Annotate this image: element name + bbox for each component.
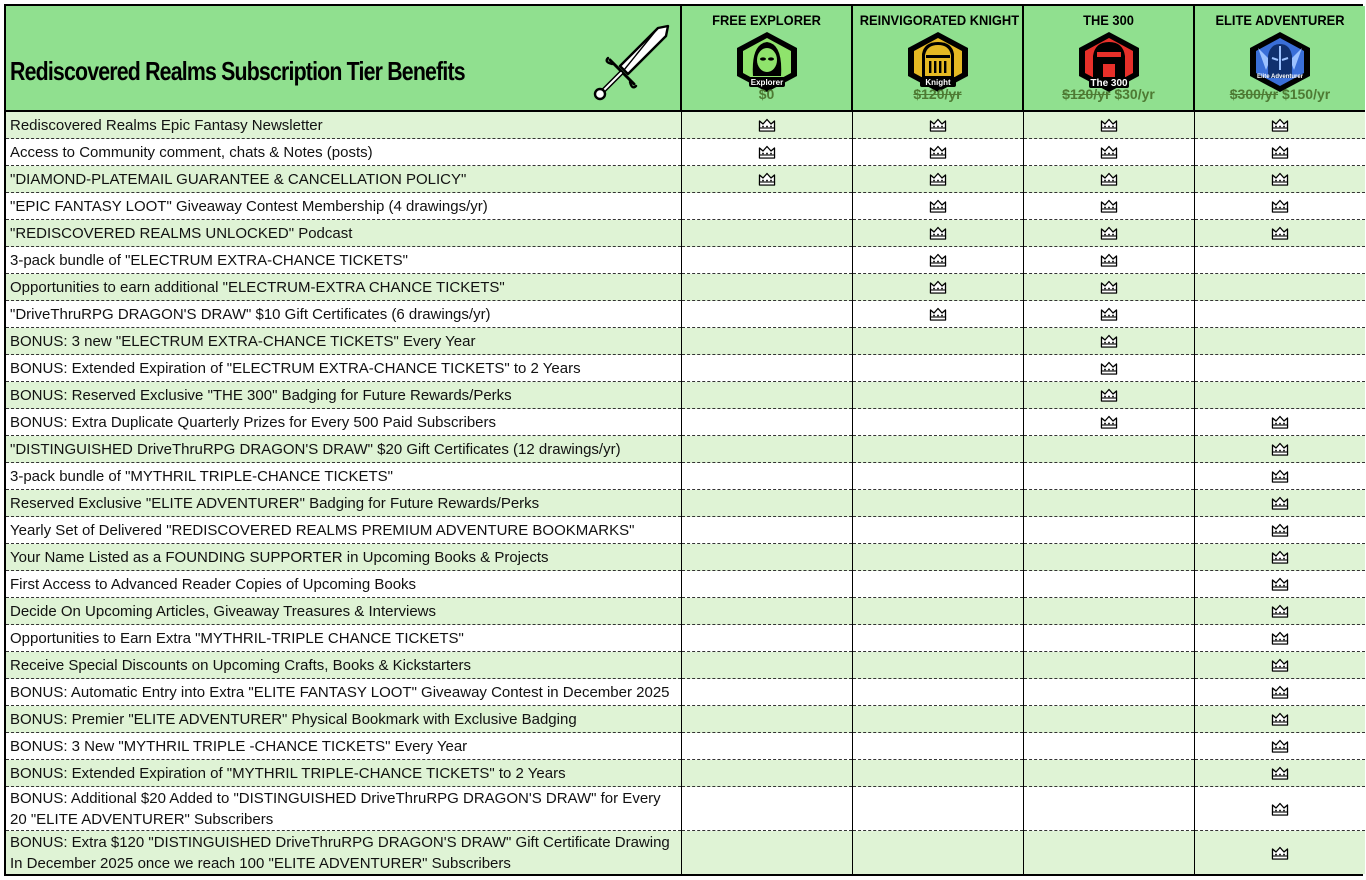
tier-price: $120/yr <box>913 86 962 102</box>
tier-header-reinvigorated-knight <box>852 6 1023 111</box>
benefit-row <box>6 463 1365 490</box>
crown-check-icon <box>1271 802 1289 817</box>
benefit-label: BONUS: Premier "ELITE ADVENTURER" Physical Bookmark with Exclusive Badging <box>6 706 681 733</box>
tier-mark-cell <box>1194 571 1365 598</box>
tier-mark-cell <box>1194 301 1365 328</box>
benefit-row <box>6 328 1365 355</box>
tier-mark-cell <box>1194 544 1365 571</box>
tier-mark-cell <box>1023 598 1194 625</box>
tier-mark-cell <box>1194 706 1365 733</box>
crown-check-icon <box>1271 685 1289 700</box>
tier-mark-cell <box>681 733 852 760</box>
crown-check-icon <box>1100 415 1118 430</box>
tier-mark-cell <box>1023 220 1194 247</box>
tier-mark-cell <box>681 166 852 193</box>
benefit-label: "REDISCOVERED REALMS UNLOCKED" Podcast <box>6 220 681 247</box>
sword-icon <box>588 20 674 106</box>
crown-check-icon <box>1100 280 1118 295</box>
tier-mark-cell <box>1023 139 1194 166</box>
tier-mark-cell <box>1023 652 1194 679</box>
crown-check-icon <box>929 172 947 187</box>
badge-label: Knight <box>924 78 951 87</box>
tier-mark-cell <box>681 111 852 139</box>
title-cell <box>6 6 681 111</box>
tier-mark-cell <box>681 706 852 733</box>
tier-name: ELITE ADVENTURER <box>1215 12 1345 28</box>
tier-mark-cell <box>1194 831 1365 875</box>
tier-price: $300/yr $150/yr <box>1229 86 1331 102</box>
tier-mark-cell <box>852 706 1023 733</box>
benefits-table <box>6 6 1365 874</box>
benefit-row <box>6 355 1365 382</box>
tier-mark-cell <box>852 760 1023 787</box>
tier-mark-cell <box>1023 111 1194 139</box>
tier-mark-cell <box>852 544 1023 571</box>
page-title: Rediscovered Realms Subscription Tier Benefits <box>10 56 465 86</box>
benefit-row <box>6 166 1365 193</box>
crown-check-icon <box>1100 334 1118 349</box>
tier-mark-cell <box>852 111 1023 139</box>
tier-mark-cell <box>1194 679 1365 706</box>
tier-mark-cell <box>1023 733 1194 760</box>
benefit-row <box>6 247 1365 274</box>
benefit-label: Reserved Exclusive "ELITE ADVENTURER" Badging for Future Rewards/Perks <box>6 490 681 517</box>
tier-mark-cell <box>1023 193 1194 220</box>
benefit-row <box>6 598 1365 625</box>
tier-header-free-explorer <box>681 6 852 111</box>
crown-check-icon <box>929 145 947 160</box>
tier-mark-cell <box>1023 544 1194 571</box>
benefit-row <box>6 706 1365 733</box>
crown-check-icon <box>929 118 947 133</box>
crown-check-icon <box>1100 253 1118 268</box>
crown-check-icon <box>1100 388 1118 403</box>
crown-check-icon <box>1271 226 1289 241</box>
tier-mark-cell <box>852 247 1023 274</box>
crown-check-icon <box>929 280 947 295</box>
tier-mark-cell <box>852 274 1023 301</box>
tier-mark-cell <box>1194 247 1365 274</box>
crown-check-icon <box>1271 577 1289 592</box>
benefit-label: BONUS: Automatic Entry into Extra "ELITE FANTASY LOOT" Giveaway Contest in December 2025 <box>6 679 681 706</box>
crown-check-icon <box>1271 199 1289 214</box>
benefit-label: Yearly Set of Delivered "REDISCOVERED REALMS PREMIUM ADVENTURE BOOKMARKS" <box>6 517 681 544</box>
benefit-row <box>6 760 1365 787</box>
tier-mark-cell <box>681 571 852 598</box>
benefit-label: "DIAMOND-PLATEMAIL GUARANTEE & CANCELLATION POLICY" <box>6 166 681 193</box>
benefit-label: Rediscovered Realms Epic Fantasy Newsletter <box>6 111 681 139</box>
tier-mark-cell <box>1194 787 1365 831</box>
tier-mark-cell <box>852 831 1023 875</box>
tier-mark-cell <box>1023 382 1194 409</box>
benefit-row <box>6 274 1365 301</box>
benefit-row <box>6 787 1365 831</box>
tier-mark-cell <box>681 382 852 409</box>
tier-mark-cell <box>681 409 852 436</box>
benefit-row <box>6 733 1365 760</box>
tier-mark-cell <box>852 598 1023 625</box>
tier-mark-cell <box>1023 463 1194 490</box>
tier-mark-cell <box>1194 355 1365 382</box>
tier-mark-cell <box>1023 328 1194 355</box>
tier-mark-cell <box>681 193 852 220</box>
benefits-sheet <box>4 4 1363 876</box>
crown-check-icon <box>929 199 947 214</box>
benefit-row <box>6 111 1365 139</box>
tier-mark-cell <box>852 328 1023 355</box>
benefit-label: BONUS: Extended Expiration of "MYTHRIL TRIPLE-CHANCE TICKETS" to 2 Years <box>6 760 681 787</box>
crown-check-icon <box>758 145 776 160</box>
tier-mark-cell <box>852 139 1023 166</box>
tier-mark-cell <box>1023 679 1194 706</box>
tier-mark-cell <box>1194 328 1365 355</box>
benefit-row <box>6 193 1365 220</box>
tier-mark-cell <box>852 625 1023 652</box>
crown-check-icon <box>1100 361 1118 376</box>
benefit-row <box>6 301 1365 328</box>
benefit-row <box>6 571 1365 598</box>
tier-mark-cell <box>1023 247 1194 274</box>
crown-check-icon <box>1100 226 1118 241</box>
tier-mark-cell <box>681 652 852 679</box>
knight-helmet-icon <box>902 30 974 94</box>
benefit-label: BONUS: 3 New "MYTHRIL TRIPLE -CHANCE TICKETS" Every Year <box>6 733 681 760</box>
tier-mark-cell <box>852 490 1023 517</box>
benefit-row <box>6 409 1365 436</box>
tier-mark-cell <box>681 787 852 831</box>
hooded-explorer-icon <box>731 30 803 94</box>
tier-mark-cell <box>681 598 852 625</box>
benefit-label: BONUS: 3 new "ELECTRUM EXTRA-CHANCE TICKETS" Every Year <box>6 328 681 355</box>
crown-check-icon <box>1271 604 1289 619</box>
tier-mark-cell <box>681 247 852 274</box>
tier-mark-cell <box>1023 490 1194 517</box>
benefit-label: Decide On Upcoming Articles, Giveaway Treasures & Interviews <box>6 598 681 625</box>
tier-mark-cell <box>852 679 1023 706</box>
tier-mark-cell <box>1023 274 1194 301</box>
badge-label: Explorer <box>750 78 783 87</box>
tier-mark-cell <box>1023 517 1194 544</box>
crown-check-icon <box>1271 550 1289 565</box>
crown-check-icon <box>1271 846 1289 861</box>
crown-check-icon <box>1100 145 1118 160</box>
tier-mark-cell <box>1194 760 1365 787</box>
crown-check-icon <box>758 118 776 133</box>
tier-mark-cell <box>1194 652 1365 679</box>
tier-mark-cell <box>852 193 1023 220</box>
tier-mark-cell <box>852 787 1023 831</box>
tier-name: REINVIGORATED KNIGHT <box>859 12 1020 28</box>
tier-mark-cell <box>1194 382 1365 409</box>
tier-mark-cell <box>1194 517 1365 544</box>
benefit-row <box>6 517 1365 544</box>
tier-mark-cell <box>852 571 1023 598</box>
tier-mark-cell <box>852 166 1023 193</box>
tier-mark-cell <box>1023 301 1194 328</box>
badge-label: The 300 <box>1089 78 1128 89</box>
tier-mark-cell <box>681 436 852 463</box>
benefit-label: "DriveThruRPG DRAGON'S DRAW" $10 Gift Certificates (6 drawings/yr) <box>6 301 681 328</box>
tier-mark-cell <box>1194 490 1365 517</box>
tier-mark-cell <box>681 760 852 787</box>
tier-mark-cell <box>681 139 852 166</box>
tier-mark-cell <box>1023 706 1194 733</box>
tier-mark-cell <box>681 355 852 382</box>
tier-mark-cell <box>1023 625 1194 652</box>
tier-mark-cell <box>852 517 1023 544</box>
tier-mark-cell <box>681 328 852 355</box>
tier-mark-cell <box>1023 571 1194 598</box>
tier-mark-cell <box>1194 436 1365 463</box>
crown-check-icon <box>1271 523 1289 538</box>
crown-check-icon <box>1100 172 1118 187</box>
tier-mark-cell <box>1023 831 1194 875</box>
crown-check-icon <box>929 307 947 322</box>
badge-label: Elite Adventurer <box>1256 74 1304 80</box>
tier-mark-cell <box>681 274 852 301</box>
tier-mark-cell <box>1023 760 1194 787</box>
benefit-row <box>6 382 1365 409</box>
crown-check-icon <box>1271 469 1289 484</box>
benefit-label: BONUS: Reserved Exclusive "THE 300" Badging for Future Rewards/Perks <box>6 382 681 409</box>
benefit-label: First Access to Advanced Reader Copies of Upcoming Books <box>6 571 681 598</box>
benefit-row <box>6 544 1365 571</box>
benefit-label: 3-pack bundle of "MYTHRIL TRIPLE-CHANCE TICKETS" <box>6 463 681 490</box>
crown-check-icon <box>1271 118 1289 133</box>
crown-check-icon <box>1271 145 1289 160</box>
tier-mark-cell <box>1194 111 1365 139</box>
tier-mark-cell <box>681 517 852 544</box>
tier-mark-cell <box>852 409 1023 436</box>
tier-mark-cell <box>1194 598 1365 625</box>
crown-check-icon <box>1271 658 1289 673</box>
crown-check-icon <box>1271 172 1289 187</box>
benefit-row <box>6 679 1365 706</box>
tier-mark-cell <box>1023 787 1194 831</box>
crown-check-icon <box>1100 118 1118 133</box>
benefit-rows <box>6 111 1365 874</box>
tier-header-elite-adventurer <box>1194 6 1365 111</box>
tier-mark-cell <box>681 301 852 328</box>
tier-mark-cell <box>1194 220 1365 247</box>
benefit-label: Opportunities to earn additional "ELECTRUM-EXTRA CHANCE TICKETS" <box>6 274 681 301</box>
tier-mark-cell <box>1194 193 1365 220</box>
benefit-label: "DISTINGUISHED DriveThruRPG DRAGON'S DRAW" $20 Gift Certificates (12 drawings/yr) <box>6 436 681 463</box>
benefit-label: Your Name Listed as a FOUNDING SUPPORTER in Upcoming Books & Projects <box>6 544 681 571</box>
tier-mark-cell <box>1023 355 1194 382</box>
tier-mark-cell <box>852 463 1023 490</box>
tier-mark-cell <box>681 490 852 517</box>
tier-mark-cell <box>681 625 852 652</box>
benefit-row <box>6 490 1365 517</box>
tier-mark-cell <box>681 463 852 490</box>
tier-mark-cell <box>852 382 1023 409</box>
tier-mark-cell <box>1194 166 1365 193</box>
tier-mark-cell <box>681 220 852 247</box>
tier-mark-cell <box>1194 139 1365 166</box>
tier-price: $120/yr $30/yr <box>1062 86 1155 102</box>
tier-name: THE 300 <box>1083 12 1134 28</box>
benefit-label: BONUS: Extra Duplicate Quarterly Prizes for Every 500 Paid Subscribers <box>6 409 681 436</box>
crown-check-icon <box>1271 739 1289 754</box>
tier-mark-cell <box>852 652 1023 679</box>
tier-mark-cell <box>681 679 852 706</box>
benefit-row <box>6 625 1365 652</box>
benefit-row <box>6 831 1365 875</box>
tier-name: FREE EXPLORER <box>712 12 821 28</box>
tier-mark-cell <box>681 544 852 571</box>
benefit-label: Receive Special Discounts on Upcoming Crafts, Books & Kickstarters <box>6 652 681 679</box>
tier-mark-cell <box>852 733 1023 760</box>
crown-check-icon <box>1271 496 1289 511</box>
crown-check-icon <box>929 253 947 268</box>
benefit-row <box>6 139 1365 166</box>
tier-mark-cell <box>1194 409 1365 436</box>
benefit-label: BONUS: Extra $120 "DISTINGUISHED DriveThruRPG DRAGON'S DRAW" Gift Certificate Drawing In December 2025 once we reach 100 "ELITE ADVENTURER" Subscribers <box>6 831 681 875</box>
tier-mark-cell <box>681 831 852 875</box>
crown-check-icon <box>758 172 776 187</box>
benefit-row <box>6 652 1365 679</box>
crown-check-icon <box>1100 199 1118 214</box>
tier-mark-cell <box>1194 463 1365 490</box>
spartan-helmet-icon <box>1073 30 1145 94</box>
benefit-label: BONUS: Extended Expiration of "ELECTRUM EXTRA-CHANCE TICKETS" to 2 Years <box>6 355 681 382</box>
tier-mark-cell <box>1194 733 1365 760</box>
tier-price: $0 <box>758 86 775 102</box>
benefit-label: Access to Community comment, chats & Notes (posts) <box>6 139 681 166</box>
benefit-label: BONUS: Additional $20 Added to "DISTINGUISHED DriveThruRPG DRAGON'S DRAW" for Every 20 "ELITE ADVENTURER" Subscribers <box>6 787 681 831</box>
tier-mark-cell <box>1194 625 1365 652</box>
header-row <box>6 6 1365 111</box>
crown-check-icon <box>1271 415 1289 430</box>
tier-mark-cell <box>852 355 1023 382</box>
benefit-row <box>6 436 1365 463</box>
benefit-label: 3-pack bundle of "ELECTRUM EXTRA-CHANCE TICKETS" <box>6 247 681 274</box>
benefit-label: "EPIC FANTASY LOOT" Giveaway Contest Membership (4 drawings/yr) <box>6 193 681 220</box>
crown-check-icon <box>1271 712 1289 727</box>
winged-helmet-icon <box>1244 30 1316 94</box>
tier-mark-cell <box>852 220 1023 247</box>
crown-check-icon <box>929 226 947 241</box>
crown-check-icon <box>1100 307 1118 322</box>
crown-check-icon <box>1271 631 1289 646</box>
tier-mark-cell <box>1023 409 1194 436</box>
benefit-label: Opportunities to Earn Extra "MYTHRIL-TRIPLE CHANCE TICKETS" <box>6 625 681 652</box>
crown-check-icon <box>1271 766 1289 781</box>
tier-mark-cell <box>1023 166 1194 193</box>
tier-mark-cell <box>1194 274 1365 301</box>
benefit-row <box>6 220 1365 247</box>
tier-mark-cell <box>852 301 1023 328</box>
tier-mark-cell <box>852 436 1023 463</box>
tier-mark-cell <box>1023 436 1194 463</box>
tier-header-the-300 <box>1023 6 1194 111</box>
crown-check-icon <box>1271 442 1289 457</box>
